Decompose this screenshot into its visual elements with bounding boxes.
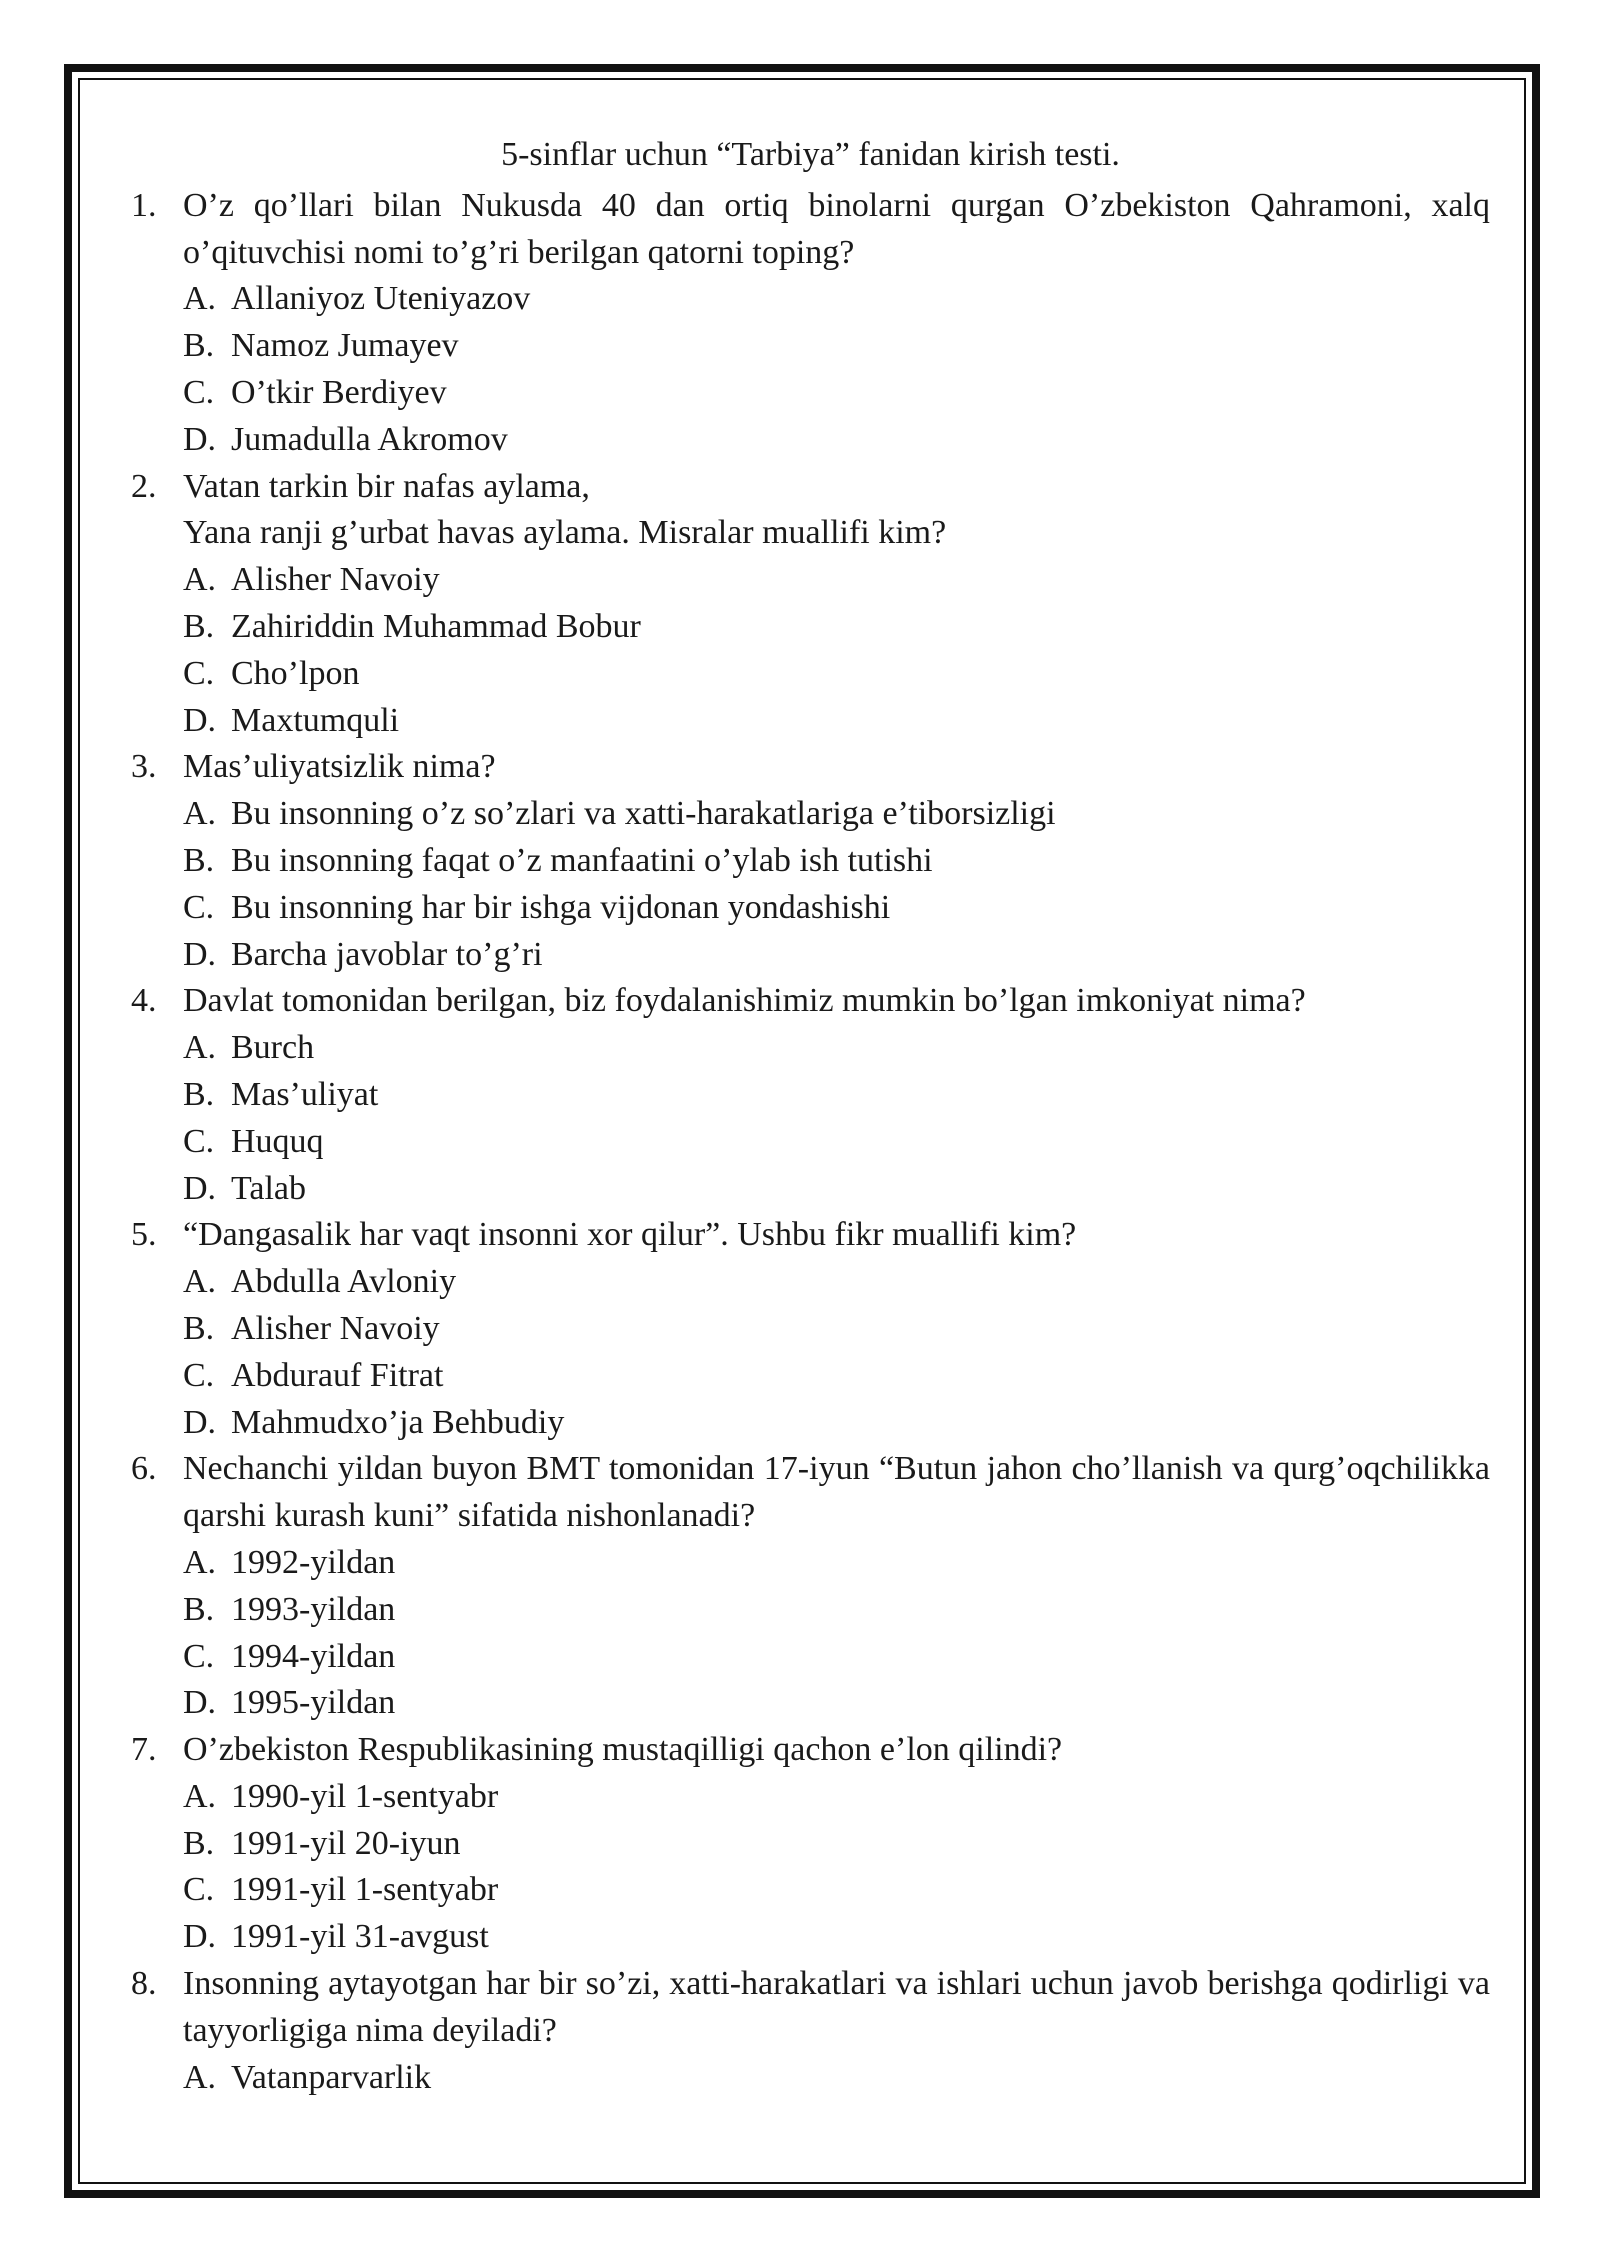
option-letter: D. — [183, 420, 217, 458]
option-letter: A. — [183, 1029, 217, 1067]
option-b — [183, 1587, 1490, 1634]
option-text: Burch — [231, 1029, 315, 1067]
option-letter: D. — [183, 701, 217, 739]
option-b — [183, 1072, 1490, 1119]
question-text: Nechanchi yildan buyon BMT tomonidan 17-iyun “Butun jahon cho’llanish va qurg’oqchilikka qarshi kurash kuni” sifatida nishonlanadi? — [183, 1450, 1490, 1535]
option-letter: A. — [183, 1263, 217, 1301]
option-a — [183, 791, 1490, 838]
option-a — [183, 2055, 1490, 2102]
option-letter: B. — [183, 1309, 215, 1347]
option-d — [183, 1400, 1490, 1447]
option-letter: B. — [183, 1075, 215, 1113]
question-text: Mas’uliyatsizlik nima? — [183, 748, 496, 786]
option-letter: C. — [183, 1637, 215, 1675]
option-d — [183, 932, 1490, 979]
option-text: 1993-yildan — [231, 1590, 396, 1628]
question-8 — [131, 1961, 1490, 2101]
option-b — [183, 1821, 1490, 1868]
option-text: Abdurauf Fitrat — [231, 1356, 444, 1394]
option-a — [183, 557, 1490, 604]
option-letter: A. — [183, 1543, 217, 1581]
option-text: Namoz Jumayev — [231, 327, 459, 365]
option-text: Talab — [231, 1169, 307, 1207]
option-text: 1991-yil 1-sentyabr — [231, 1871, 499, 1909]
option-a — [183, 1540, 1490, 1587]
option-text: Zahiriddin Muhammad Bobur — [231, 607, 641, 645]
option-text: Vatanparvarlik — [231, 2058, 432, 2096]
question-number: 8. — [131, 1965, 157, 2003]
option-c — [183, 651, 1490, 698]
option-letter: A. — [183, 561, 217, 599]
option-text: Bu insonning har bir ishga vijdonan yondashishi — [231, 888, 891, 926]
option-text: Abdulla Avloniy — [231, 1263, 457, 1301]
option-text: Huquq — [231, 1122, 324, 1160]
option-text: Mahmudxo’ja Behbudiy — [231, 1403, 565, 1441]
option-text: Jumadulla Akromov — [231, 420, 508, 458]
question-6 — [131, 1446, 1490, 1727]
option-letter: D. — [183, 1684, 217, 1722]
option-c — [183, 1634, 1490, 1681]
question-5 — [131, 1212, 1490, 1446]
question-1 — [131, 183, 1490, 464]
question-4 — [131, 978, 1490, 1212]
option-d — [183, 1166, 1490, 1213]
option-a — [183, 276, 1490, 323]
option-text: Bu insonning faqat o’z manfaatini o’ylab ish tutishi — [231, 841, 933, 879]
option-text: Alisher Navoiy — [231, 1309, 440, 1347]
option-c — [183, 1867, 1490, 1914]
option-text: Maxtumquli — [231, 701, 400, 739]
option-c — [183, 1353, 1490, 1400]
option-letter: A. — [183, 280, 217, 318]
question-number: 5. — [131, 1216, 157, 1254]
option-a — [183, 1025, 1490, 1072]
option-text: 1990-yil 1-sentyabr — [231, 1777, 499, 1815]
question-text: O’zbekiston Respublikasining mustaqilligi qachon e’lon qilindi? — [183, 1731, 1063, 1769]
option-letter: D. — [183, 1403, 217, 1441]
option-b — [183, 604, 1490, 651]
option-letter: D. — [183, 1918, 217, 1956]
option-letter: B. — [183, 1590, 215, 1628]
option-letter: C. — [183, 1356, 215, 1394]
option-text: O’tkir Berdiyev — [231, 373, 447, 411]
question-number: 6. — [131, 1450, 157, 1488]
option-letter: A. — [183, 795, 217, 833]
option-c — [183, 885, 1490, 932]
option-text: 1991-yil 31-avgust — [231, 1918, 489, 1956]
option-letter: B. — [183, 327, 215, 365]
option-d — [183, 1680, 1490, 1727]
option-letter: C. — [183, 654, 215, 692]
option-text: 1994-yildan — [231, 1637, 396, 1675]
option-text: Mas’uliyat — [231, 1075, 379, 1113]
question-number: 4. — [131, 982, 157, 1020]
question-text: Insonning aytayotgan har bir so’zi, xatti-harakatlari va ishlari uchun javob berishga qodirligi va tayyorligiga nima deyiladi? — [183, 1965, 1490, 2049]
question-text: O’z qo’llari bilan Nukusda 40 dan ortiq binolarni qurgan O’zbekiston Qahramoni, xalq o’qituvchisi nomi to’g’ri berilgan qatorni toping? — [183, 186, 1490, 271]
option-letter: B. — [183, 607, 215, 645]
question-number: 3. — [131, 748, 157, 786]
option-b — [183, 1306, 1490, 1353]
option-text: 1992-yildan — [231, 1543, 396, 1581]
option-b — [183, 323, 1490, 370]
option-d — [183, 698, 1490, 745]
option-text: Cho’lpon — [231, 654, 360, 692]
question-number: 2. — [131, 467, 157, 505]
option-text: Allaniyoz Uteniyazov — [231, 280, 531, 318]
option-text: Bu insonning o’z so’zlari va xatti-harakatlariga e’tiborsizligi — [231, 795, 1056, 833]
option-letter: A. — [183, 2058, 217, 2096]
test-document — [131, 132, 1490, 2101]
question-text: “Dangasalik har vaqt insonni xor qilur”. Ushbu fikr muallifi kim? — [183, 1216, 1077, 1254]
option-d — [183, 417, 1490, 464]
question-7 — [131, 1727, 1490, 1961]
option-letter: D. — [183, 935, 217, 973]
question-2 — [131, 464, 1490, 745]
question-line-1: Vatan tarkin bir nafas aylama, — [183, 467, 590, 505]
option-letter: A. — [183, 1777, 217, 1815]
option-a — [183, 1774, 1490, 1821]
document-title: 5-sinflar uchun “Tarbiya” fanidan kirish testi. — [501, 136, 1120, 173]
question-number: 1. — [131, 186, 157, 224]
question-text — [183, 464, 1490, 558]
option-text: 1995-yildan — [231, 1684, 396, 1722]
option-letter: B. — [183, 1824, 215, 1862]
option-c — [183, 370, 1490, 417]
option-a — [183, 1259, 1490, 1306]
option-c — [183, 1119, 1490, 1166]
question-text: Davlat tomonidan berilgan, biz foydalanishimiz mumkin bo’lgan imkoniyat nima? — [183, 982, 1306, 1020]
option-text: 1991-yil 20-iyun — [231, 1824, 461, 1862]
option-d — [183, 1914, 1490, 1961]
option-letter: C. — [183, 888, 215, 926]
option-text: Alisher Navoiy — [231, 561, 440, 599]
question-3 — [131, 744, 1490, 978]
question-number: 7. — [131, 1731, 157, 1769]
option-letter: C. — [183, 1871, 215, 1909]
option-b — [183, 838, 1490, 885]
option-letter: B. — [183, 841, 215, 879]
option-text: Barcha javoblar to’g’ri — [231, 935, 543, 973]
option-letter: C. — [183, 1122, 215, 1160]
option-letter: D. — [183, 1169, 217, 1207]
option-letter: C. — [183, 373, 215, 411]
question-line-2: Yana ranji g’urbat havas aylama. Misralar muallifi kim? — [183, 514, 947, 552]
